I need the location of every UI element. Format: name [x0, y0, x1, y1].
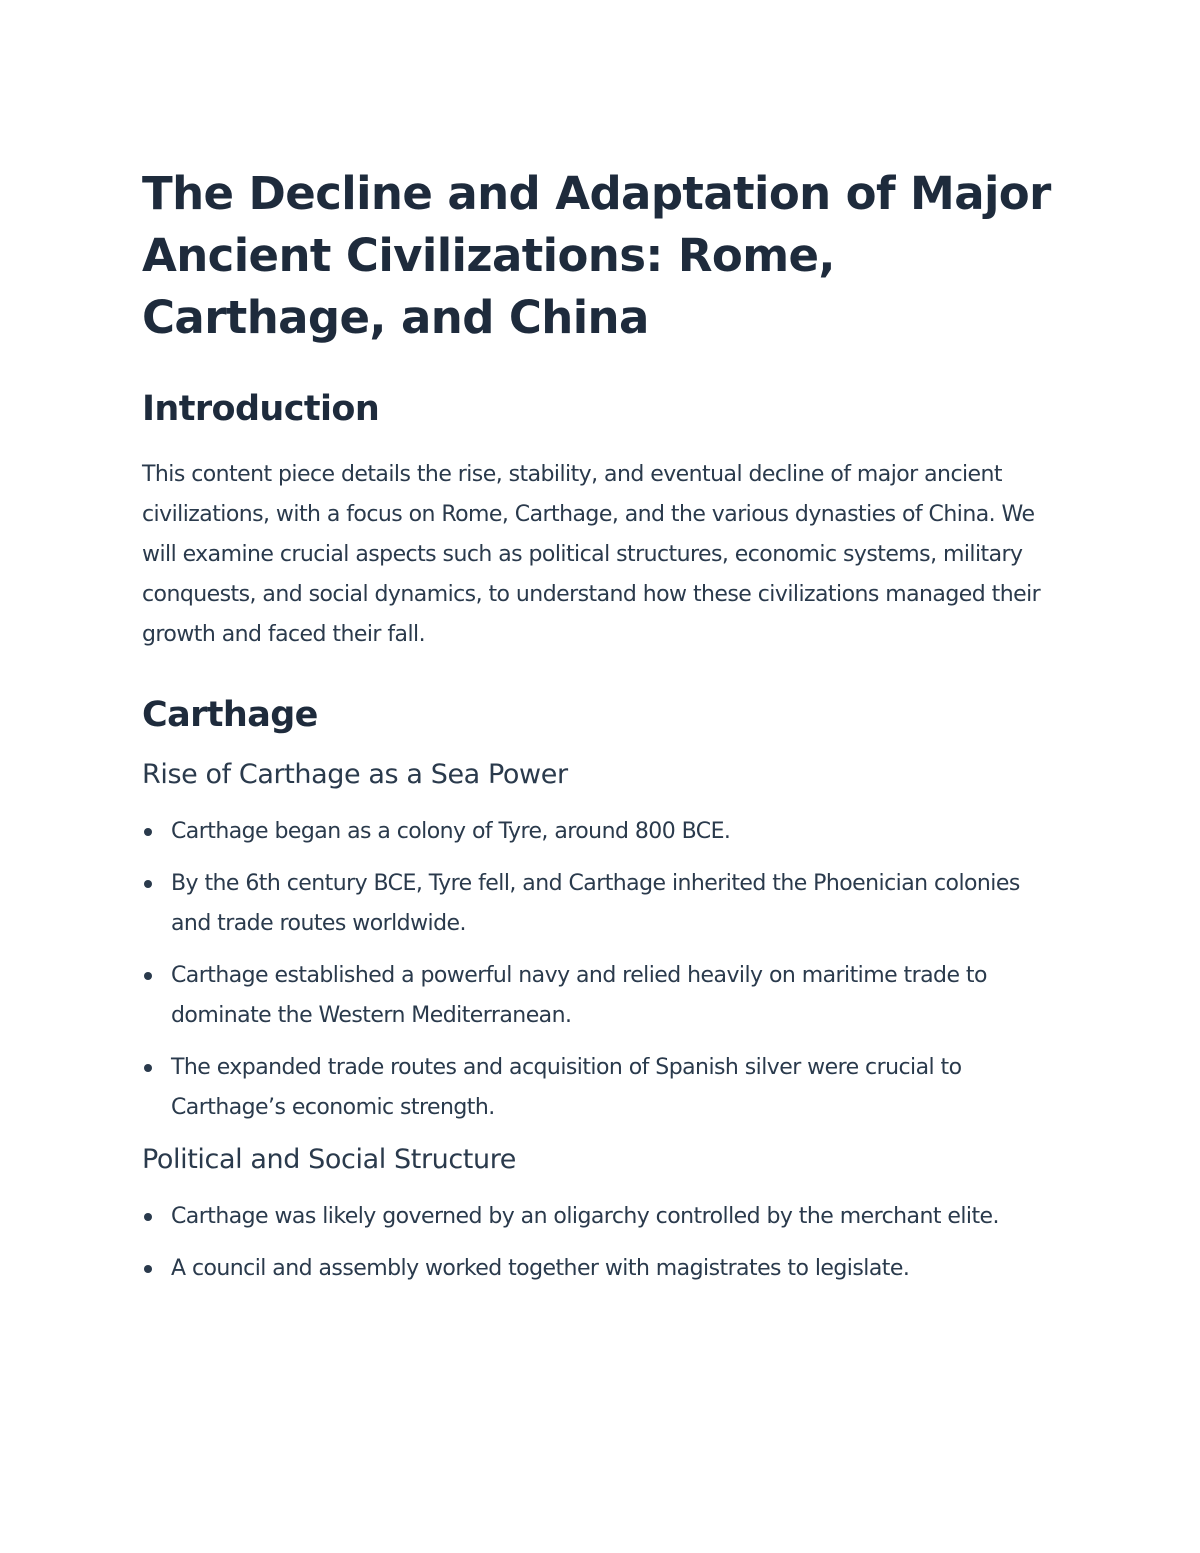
subsection-heading-rise: Rise of Carthage as a Sea Power — [142, 759, 568, 790]
introduction-paragraph: This content piece details the rise, stability, and eventual decline of major ancient civilizations, with a focus on Rome, Carthage, and the various dynasties of China. We will examine crucial aspects such as political structures, economic systems, military conquests, and social dynamics, to understand how these civilizations managed their growth and faced their fall. — [142, 462, 1041, 647]
bullet-list-political — [142, 1197, 1062, 1289]
bullet-list-rise — [142, 812, 1062, 1128]
list-item-text: The expanded trade routes and acquisition of Spanish silver were crucial to Carthage’s economic strength. — [171, 1055, 962, 1120]
subsection-heading-political: Political and Social Structure — [142, 1144, 517, 1175]
bullet-icon — [144, 880, 152, 888]
list-item — [142, 1048, 1062, 1128]
list-item-text: Carthage was likely governed by an oligarchy controlled by the merchant elite. — [171, 1204, 999, 1229]
bullet-icon — [144, 972, 152, 980]
list-item-text: A council and assembly worked together with magistrates to legislate. — [171, 1256, 910, 1281]
carthage-heading: Carthage — [142, 695, 318, 735]
bullet-icon — [144, 1265, 152, 1273]
bullet-icon — [144, 1064, 152, 1072]
document-title: The Decline and Adaptation of Major Ancient Civilizations: Rome, Carthage, and China — [142, 167, 1051, 344]
list-item — [142, 1197, 1062, 1237]
list-item — [142, 864, 1062, 944]
bullet-icon — [144, 828, 152, 836]
bullet-icon — [144, 1213, 152, 1221]
list-item — [142, 1249, 1062, 1289]
list-item-text: Carthage began as a colony of Tyre, around 800 BCE. — [171, 819, 731, 844]
document-page — [142, 163, 1062, 1301]
list-item-text: Carthage established a powerful navy and relied heavily on maritime trade to dominate the Western Mediterranean. — [171, 963, 987, 1028]
list-item-text: By the 6th century BCE, Tyre fell, and Carthage inherited the Phoenician colonies and trade routes worldwide. — [171, 871, 1020, 936]
list-item — [142, 812, 1062, 852]
introduction-heading: Introduction — [142, 389, 380, 429]
list-item — [142, 956, 1062, 1036]
